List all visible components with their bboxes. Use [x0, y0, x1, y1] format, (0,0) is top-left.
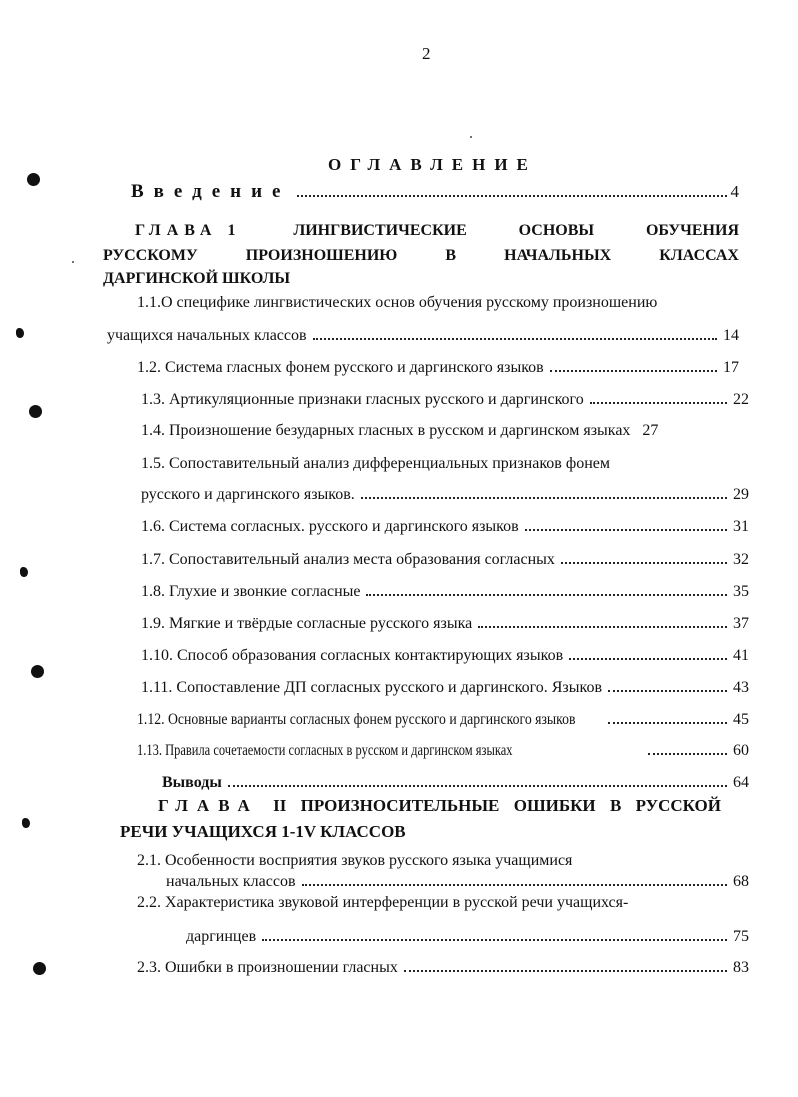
dot-leader	[550, 370, 717, 372]
dot-leader	[608, 722, 727, 724]
entry-page: 60	[733, 742, 749, 759]
chapter2-word: В	[609, 796, 622, 815]
toc-entry-2-1[interactable]	[166, 873, 749, 891]
entry-page: 83	[733, 959, 749, 976]
scan-mark	[22, 818, 30, 828]
chapter1-word: НАЧАЛЬНЫХ	[504, 247, 612, 264]
toc-entry-1-10[interactable]	[141, 647, 749, 665]
entry-page: 22	[733, 391, 749, 408]
dot-leader	[525, 529, 727, 531]
chapter1-word: В	[445, 247, 457, 264]
entry-page: 41	[733, 647, 749, 664]
toc-entry-1-4[interactable]	[141, 422, 749, 440]
entry-page: 37	[733, 615, 749, 632]
entry-text: 1.12. Основные варианты согласных фонем русского и даргинского языков	[137, 711, 576, 728]
chapter2-label: ГЛАВА	[158, 796, 259, 815]
entry-text: 1.10. Способ образования согласных контактирующих языков	[141, 647, 564, 664]
entry-text: начальных классов	[166, 873, 296, 890]
chapter1-word: ОБУЧЕНИЯ	[645, 222, 739, 239]
chapter2-word: РУССКОЙ	[635, 796, 721, 815]
toc-entry-intro[interactable]	[131, 181, 739, 203]
dot-leader	[608, 690, 727, 692]
chapter1-heading-line2	[103, 247, 739, 265]
entry-text: 1.7. Сопоставительный анализ места образования согласных	[141, 551, 555, 568]
chapter1-label: ГЛАВА 1	[135, 222, 242, 239]
entry-text: 1.3. Артикуляционные признаки гласных русского и даргинского	[141, 391, 584, 408]
entry-text: русского и даргинского языков.	[141, 486, 355, 503]
chapter1-word: РУССКОМУ	[103, 247, 198, 264]
entry-page: 35	[733, 583, 749, 600]
entry-text: 1.2. Система гласных фонем русского и даргинского языков	[137, 359, 544, 376]
binder-hole	[29, 405, 42, 418]
dot-leader	[313, 338, 717, 340]
scan-speck	[72, 261, 74, 263]
toc-entry-1-9[interactable]	[141, 615, 749, 633]
page-number: 2	[422, 44, 431, 63]
dot-leader	[561, 562, 727, 564]
chapter1-word: ДАРГИНСКОЙ ШКОЛЫ	[103, 270, 291, 287]
chapter2-heading-line2	[120, 822, 406, 842]
chapter1-word: ПРОИЗНОШЕНИЮ	[245, 247, 398, 264]
toc-entry-1-1[interactable]	[107, 327, 739, 345]
entry-page: 43	[733, 679, 749, 696]
entry-page: 17	[723, 359, 739, 376]
toc-entry-1-2[interactable]	[137, 359, 739, 377]
chapter1-word: ЛИНГВИСТИЧЕСКИЕ	[293, 222, 467, 239]
chapter2-heading-line1	[158, 796, 721, 816]
toc-entry-conclusions[interactable]	[162, 774, 749, 792]
toc-entry-2-2-line1: 2.2. Характеристика звуковой интерференции в русской речи учащихся-	[137, 894, 629, 911]
toc-entry-1-13[interactable]	[137, 742, 749, 760]
dot-leader	[361, 497, 727, 499]
dot-leader	[262, 939, 727, 941]
chapter1-word: ОСНОВЫ	[518, 222, 595, 239]
toc-entry-1-7[interactable]	[141, 551, 749, 569]
binder-hole	[27, 173, 40, 186]
chapter2-word: ОШИБКИ	[513, 796, 596, 815]
dot-leader	[478, 626, 727, 628]
toc-entry-1-11[interactable]	[141, 679, 749, 697]
entry-page: 75	[733, 928, 749, 945]
chapter1-heading-line1	[103, 222, 739, 240]
toc-entry-1-3[interactable]	[141, 391, 749, 409]
toc-entry-2-1-line1: 2.1. Особенности восприятия звуков русского языка учащимися	[137, 852, 573, 869]
entry-page: 31	[733, 518, 749, 535]
dot-leader	[228, 785, 727, 787]
binder-hole	[33, 962, 46, 975]
toc-entry-1-8[interactable]	[141, 583, 749, 601]
dot-leader	[366, 594, 727, 596]
chapter1-heading-line3	[103, 270, 739, 288]
entry-text: даргинцев	[186, 928, 257, 945]
entry-page: 68	[733, 873, 749, 890]
binder-hole	[31, 665, 44, 678]
entry-text: 2.3. Ошибки в произношении гласных	[137, 959, 398, 976]
dot-leader	[648, 753, 727, 755]
chapter2-word: ПРОИЗНОСИТЕЛЬНЫЕ	[300, 796, 500, 815]
entry-text: 1.6. Система согласных. русского и даргинского языков	[141, 518, 519, 535]
toc-entry-1-5-line1: 1.5. Сопоставительный анализ дифференциальных признаков фонем	[141, 455, 611, 472]
entry-page: 32	[733, 551, 749, 568]
entry-text: 1.8. Глухие и звонкие согласные	[141, 583, 361, 600]
toc-entry-2-2[interactable]	[186, 928, 749, 946]
entry-page: 14	[723, 327, 739, 344]
entry-text: Выводы	[162, 774, 222, 791]
dot-leader	[569, 658, 727, 660]
dot-leader	[404, 970, 727, 972]
dot-leader	[297, 195, 727, 197]
page-title: ОГЛАВЛЕНИЕ	[328, 155, 537, 174]
dot-leader	[590, 402, 727, 404]
intro-page: 4	[730, 182, 739, 201]
entry-text: 1.13. Правила сочетаемости согласных в русском и даргинском языках	[137, 742, 513, 759]
scan-mark	[20, 567, 28, 577]
chapter2-word: РЕЧИ УЧАЩИХСЯ 1-1V КЛАССОВ	[120, 822, 406, 841]
entry-page: 27	[642, 422, 659, 439]
toc-entry-1-5[interactable]	[141, 486, 749, 504]
entry-text: 1.4. Произношение безударных гласных в русском и даргинском языках	[141, 422, 631, 439]
scan-mark	[16, 328, 24, 338]
toc-entry-1-1-line1: 1.1.О специфике лингвистических основ обучения русскому произношению	[137, 294, 658, 311]
dot-leader	[302, 884, 727, 886]
toc-entry-2-3[interactable]	[137, 959, 749, 977]
entry-page: 29	[733, 486, 749, 503]
entry-text: 1.11. Сопоставление ДП согласных русского и даргинского. Языков	[141, 679, 602, 696]
entry-page: 64	[733, 774, 749, 791]
chapter2-word: II	[273, 796, 287, 815]
toc-entry-1-6[interactable]	[141, 518, 749, 536]
scan-speck	[470, 136, 472, 138]
entry-text: учащихся начальных классов	[107, 327, 307, 344]
entry-text: 1.9. Мягкие и твёрдые согласные русского языка	[141, 615, 473, 632]
toc-entry-1-12[interactable]	[137, 711, 749, 729]
entry-page: 45	[733, 711, 749, 728]
intro-label: Введение	[131, 181, 291, 202]
chapter1-word: КЛАССАХ	[659, 247, 739, 264]
